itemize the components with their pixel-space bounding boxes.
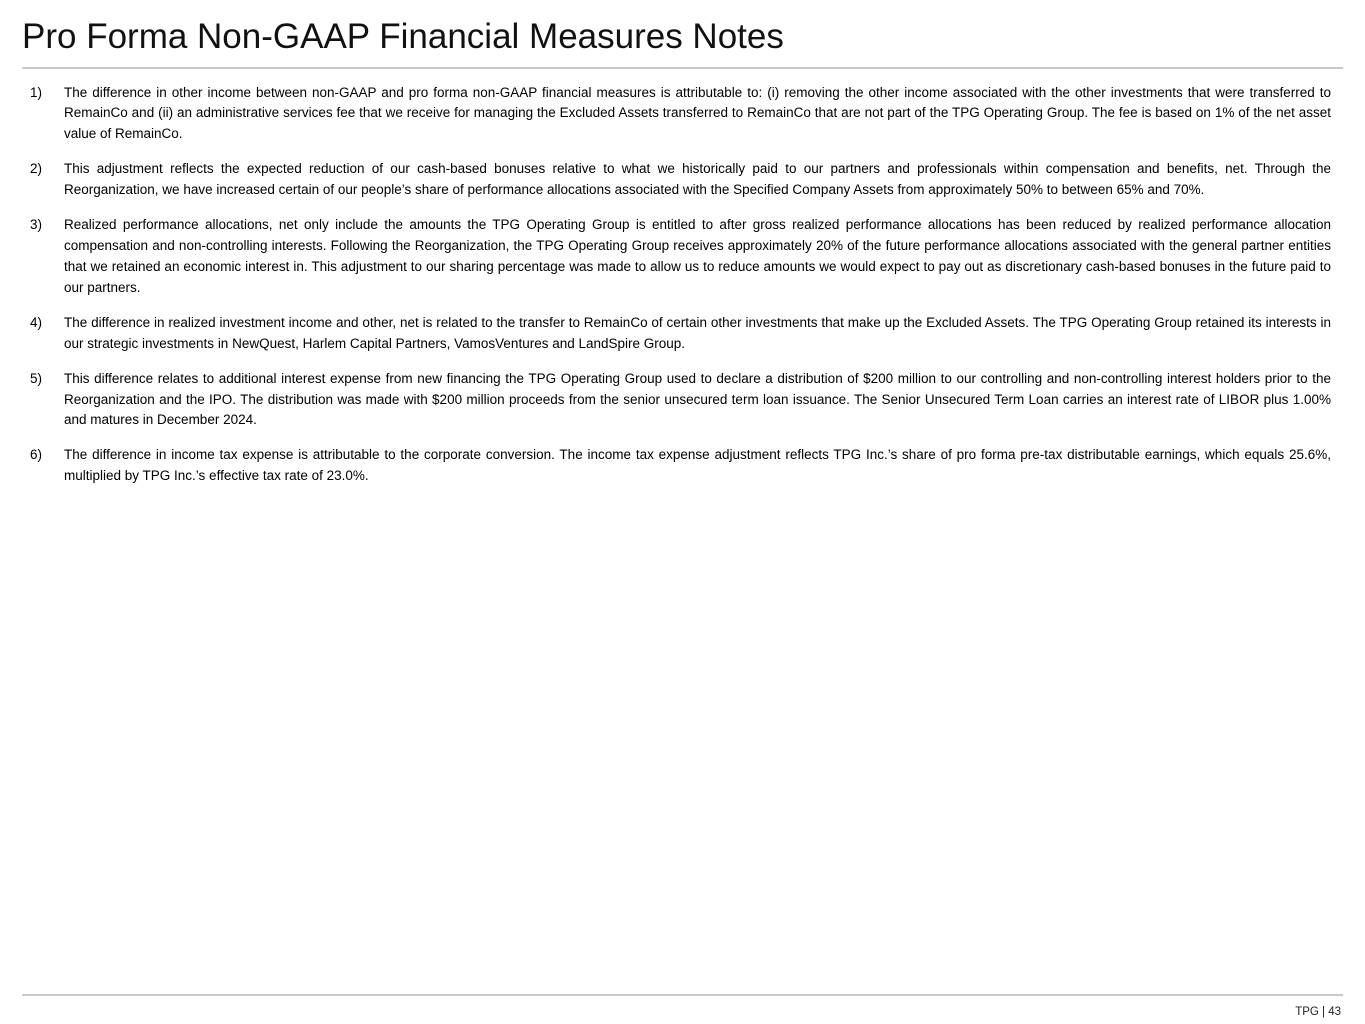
list-item bbox=[30, 313, 1337, 355]
note-number: 2) bbox=[30, 161, 43, 177]
note-text: This difference relates to additional interest expense from new financing the TPG Operating Group used to declare a distribution of $200 million to our controlling and non-controlling interest holders prior to the Reorganization and the IPO. The distribution was made with $200 million proceeds from the senior unsecured term loan issuance. The Senior Unsecured Term Loan carries an interest rate of LIBOR plus 1.00% and matures in December 2024. bbox=[64, 370, 1331, 428]
note-number: 6) bbox=[30, 447, 43, 463]
list-item bbox=[30, 369, 1337, 432]
note-text: The difference in income tax expense is attributable to the corporate conversion. The income tax expense adjustment reflects TPG Inc.’s share of pro forma pre-tax distributable earnings, which equals 25.6%, multiplied by TPG Inc.’s effective tax rate of 23.0%. bbox=[64, 447, 1331, 484]
note-text: The difference in other income between non-GAAP and pro forma non-GAAP financial measures is attributable to: (i) removing the other income associated with the other investments that were transferred to RemainCo and (ii) an administrative services fee that we receive for managing the Excluded Assets transferred to RemainCo that are not part of the TPG Operating Group. The fee is based on 1% of the net asset value of RemainCo. bbox=[64, 84, 1331, 142]
list-item bbox=[30, 445, 1337, 487]
list-item bbox=[30, 215, 1337, 299]
note-number: 4) bbox=[30, 314, 43, 330]
note-text: This adjustment reflects the expected reduction of our cash-based bonuses relative to what we historically paid to our partners and professionals within compensation and benefits, net. Through the Reorganization, we have increased certain of our people’s share of performance allocations associated with the Specified Company Assets from approximately 50% to between 65% and 70%. bbox=[64, 161, 1331, 198]
note-number: 1) bbox=[30, 84, 43, 100]
page-title: Pro Forma Non-GAAP Financial Measures Notes bbox=[22, 17, 784, 56]
list-item bbox=[30, 83, 1337, 146]
page-footer: TPG | 43 bbox=[1295, 1006, 1341, 1018]
title-divider bbox=[22, 67, 1343, 69]
note-number: 5) bbox=[30, 370, 43, 386]
note-number: 3) bbox=[30, 217, 43, 233]
list-item bbox=[30, 159, 1337, 201]
note-text: The difference in realized investment income and other, net is related to the transfer to RemainCo of certain other investments that make up the Excluded Assets. The TPG Operating Group retained its interests in our strategic investments in NewQuest, Harlem Capital Partners, VamosVentures and LandSpire Group. bbox=[64, 314, 1331, 351]
notes-list bbox=[30, 83, 1337, 488]
note-text: Realized performance allocations, net only include the amounts the TPG Operating Group is entitled to after gross realized performance allocations has been reduced by realized performance allocation compensation and non-controlling interests. Following the Reorganization, the TPG Operating Group receives approximately 20% of the future performance allocations associated with the general partner entities that we retained an economic interest in. This adjustment to our sharing percentage was made to allow us to reduce amounts we would expect to pay out as discretionary cash-based bonuses in the future paid to our partners. bbox=[64, 217, 1331, 295]
footer-divider bbox=[22, 994, 1343, 996]
